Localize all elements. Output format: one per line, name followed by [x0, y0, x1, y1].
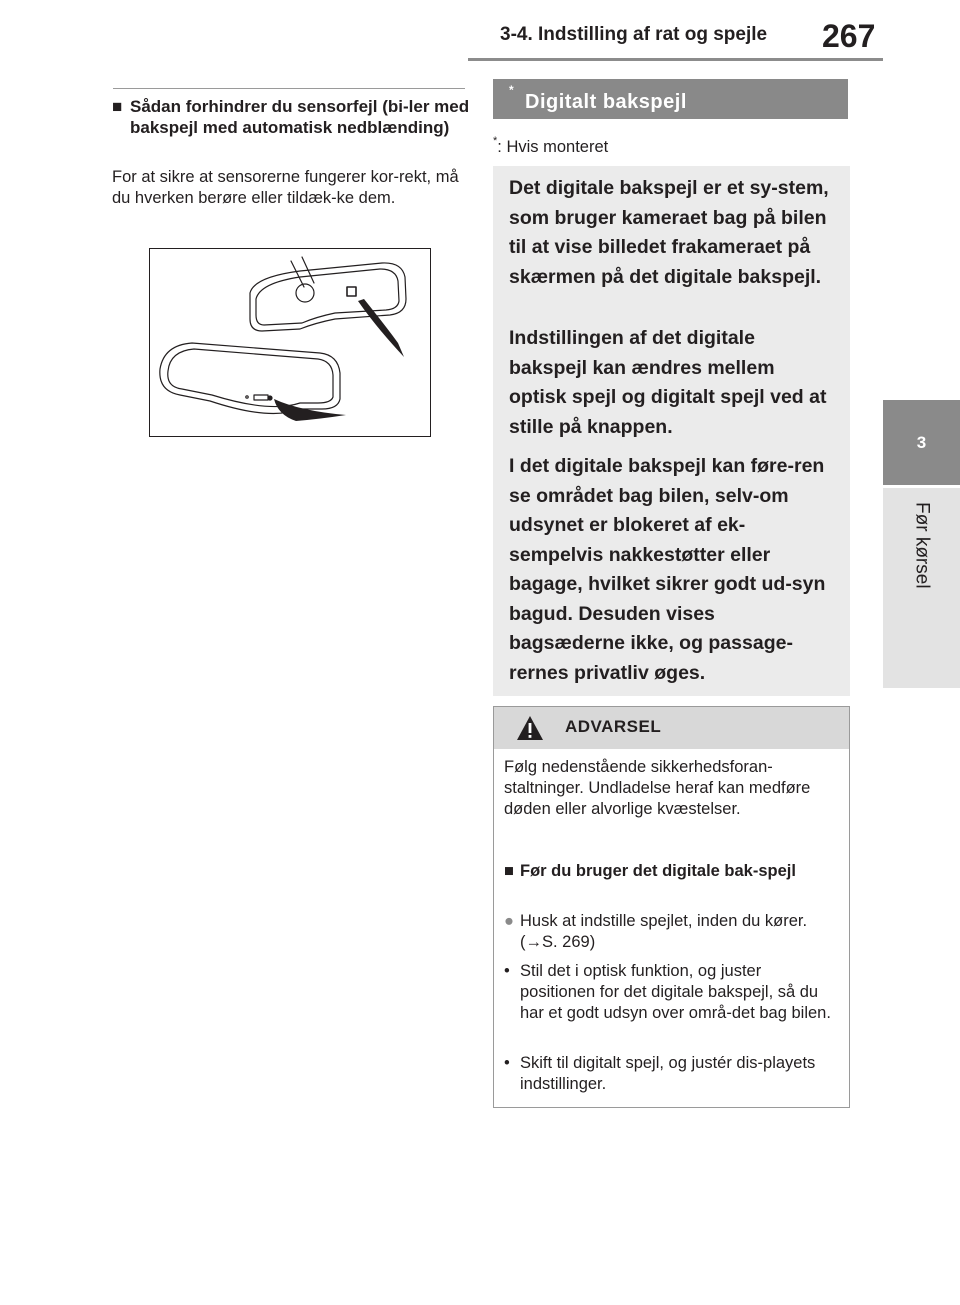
summary-paragraph: Indstillingen af det digitale bakspejl kan ændres mellem optisk spejl og digitalt spejl ved at stille på knappen. [509, 327, 827, 438]
sensor-heading-text: Sådan forhindrer du sensorfejl (bi-ler med bakspejl med automatisk nedblænding) [130, 97, 470, 137]
warning-dot-item [504, 961, 834, 1024]
warning-subheading-text: Før du bruger det digitale bak-spejl [520, 862, 796, 880]
summary-paragraph: Det digitale bakspejl er et sy-stem, som bruger kameraet bag på bilen til at vise billedet frakameraet på skærmen på det digitale bakspejl. [509, 177, 829, 288]
dot-bullet-icon: • [504, 1054, 510, 1072]
chapter-tab [883, 488, 960, 688]
warning-header [494, 707, 849, 749]
mirror-illustration-icon [150, 249, 430, 436]
warning-dot-item [504, 1053, 834, 1095]
sensor-heading [112, 96, 472, 138]
mirror-illustration [149, 248, 431, 437]
header-rule [468, 58, 883, 61]
summary-box [493, 166, 850, 696]
warning-triangle-icon [516, 715, 544, 741]
warning-box [493, 706, 850, 1108]
warning-dot-item-text: Stil det i optisk funktion, og juster positionen for det digitale bakspejl, så du har et godt udsyn over områ-det bag bilen. [520, 962, 831, 1022]
warning-title: ADVARSEL [565, 717, 662, 736]
section-title: 3-4. Indstilling af rat og spejle [500, 24, 768, 45]
summary-paragraph: I det digitale bakspejl kan føre-ren se området bag bilen, selv-om udsynet er blokeret af ek-sempelvis nakkestøtter eller bagage, hvilket sikrer godt ud-syn bagud. Desuden vises bagsæderne ikke, og passage-rernes privatliv øges. [509, 455, 826, 684]
chapter-tab-label: Før kørsel [911, 502, 933, 589]
square-bullet-icon: ■ [112, 97, 123, 116]
footnote-mark: * [493, 135, 498, 147]
warning-intro: Følg nedenstående sikkerhedsforan-staltninger. Undladelse heraf kan medføre døden eller alvorlige kvæstelser. [504, 758, 811, 818]
circle-bullet-icon: ● [504, 912, 514, 930]
sensor-body: For at sikre at sensorerne fungerer kor-rekt, må du hverken berøre eller tildæk-ke dem. [112, 168, 459, 207]
digital-mirror-heading-text: Digitalt bakspejl [525, 91, 687, 113]
footnote [493, 135, 609, 157]
warning-circle-item-text: Husk at indstille spejlet, inden du kører. (→S. 269) [520, 912, 808, 951]
warning-circle-item [504, 911, 834, 953]
warning-dot-item-text: Skift til digitalt spejl, og justér dis-playets indstillinger. [520, 1054, 816, 1093]
warning-subheading [504, 861, 834, 882]
square-bullet-icon: ■ [504, 862, 514, 880]
dot-bullet-icon: • [504, 962, 510, 980]
page-number: 267 [822, 18, 876, 54]
chapter-tab-number: 3 [883, 400, 960, 485]
asterisk-mark: * [509, 83, 515, 97]
digital-mirror-heading [493, 79, 848, 119]
left-rule [113, 88, 465, 89]
footnote-text: : Hvis monteret [497, 138, 609, 156]
